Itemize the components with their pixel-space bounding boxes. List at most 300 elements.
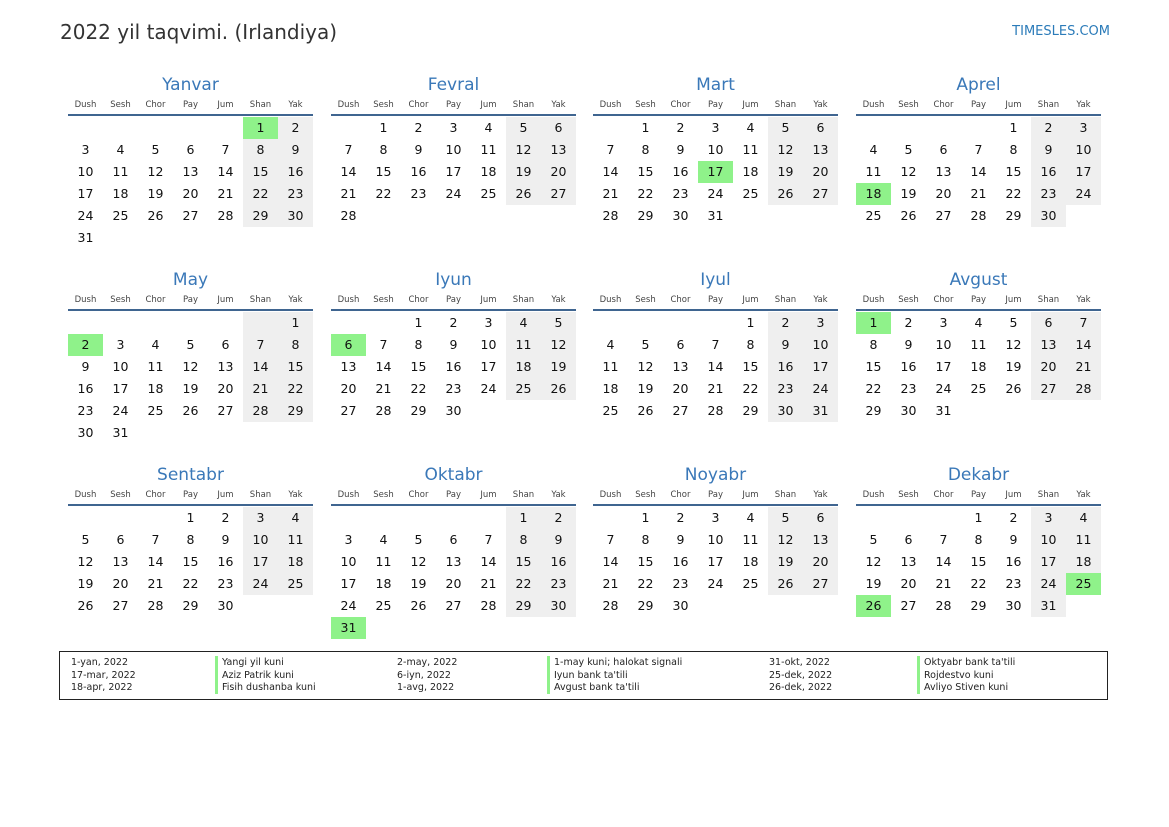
- day-cell[interactable]: 2: [768, 312, 803, 334]
- day-cell[interactable]: 17: [445, 164, 462, 179]
- day-cell[interactable]: 25: [480, 186, 497, 201]
- day-cell[interactable]: 21: [243, 378, 278, 400]
- day-cell[interactable]: 8: [641, 532, 650, 547]
- day-cell[interactable]: 20: [182, 186, 199, 201]
- day-cell[interactable]: 15: [637, 164, 654, 179]
- day-cell[interactable]: 27: [935, 208, 952, 223]
- day-cell[interactable]: 18: [147, 381, 164, 396]
- day-cell[interactable]: 15: [865, 359, 882, 374]
- day-cell[interactable]: 1: [278, 312, 313, 334]
- day-cell[interactable]: 22: [637, 186, 654, 201]
- day-cell[interactable]: 14: [602, 554, 619, 569]
- day-cell[interactable]: 17: [480, 359, 497, 374]
- day-cell[interactable]: 22: [182, 576, 199, 591]
- day-cell[interactable]: 26: [856, 595, 891, 617]
- day-cell[interactable]: 21: [340, 186, 357, 201]
- day-cell[interactable]: 5: [869, 532, 878, 547]
- day-cell[interactable]: 16: [672, 554, 689, 569]
- day-cell[interactable]: 26: [1005, 381, 1022, 396]
- day-cell[interactable]: 27: [182, 208, 199, 223]
- day-cell[interactable]: 3: [449, 120, 458, 135]
- day-cell[interactable]: 27: [672, 403, 689, 418]
- day-cell[interactable]: 9: [1009, 532, 1018, 547]
- day-cell[interactable]: 26: [147, 208, 164, 223]
- day-cell[interactable]: 17: [1066, 161, 1101, 183]
- day-cell[interactable]: 22: [410, 381, 427, 396]
- day-cell[interactable]: 12: [182, 359, 199, 374]
- day-cell[interactable]: 10: [77, 164, 94, 179]
- day-cell[interactable]: 5: [151, 142, 160, 157]
- day-cell[interactable]: 11: [112, 164, 129, 179]
- day-cell[interactable]: 12: [637, 359, 654, 374]
- day-cell[interactable]: 20: [217, 381, 234, 396]
- day-cell[interactable]: 29: [865, 403, 882, 418]
- day-cell[interactable]: 8: [278, 334, 313, 356]
- day-cell[interactable]: 9: [414, 142, 423, 157]
- day-cell[interactable]: 19: [506, 161, 541, 183]
- day-cell[interactable]: 30: [900, 403, 917, 418]
- day-cell[interactable]: 23: [768, 378, 803, 400]
- day-cell[interactable]: 23: [77, 403, 94, 418]
- day-cell[interactable]: 9: [221, 532, 230, 547]
- day-cell[interactable]: 10: [480, 337, 497, 352]
- day-cell[interactable]: 21: [217, 186, 234, 201]
- day-cell[interactable]: 24: [707, 186, 724, 201]
- day-cell[interactable]: 1: [186, 510, 195, 525]
- day-cell[interactable]: 29: [506, 595, 541, 617]
- day-cell[interactable]: 2: [904, 315, 913, 330]
- day-cell[interactable]: 4: [484, 120, 493, 135]
- day-cell[interactable]: 15: [970, 554, 987, 569]
- day-cell[interactable]: 10: [803, 334, 838, 356]
- day-cell[interactable]: 16: [77, 381, 94, 396]
- day-cell[interactable]: 10: [935, 337, 952, 352]
- day-cell[interactable]: 24: [243, 573, 278, 595]
- day-cell[interactable]: 4: [606, 337, 615, 352]
- day-cell[interactable]: 17: [803, 356, 838, 378]
- day-cell[interactable]: 18: [856, 183, 891, 205]
- day-cell[interactable]: 4: [116, 142, 125, 157]
- day-cell[interactable]: 26: [768, 573, 803, 595]
- day-cell[interactable]: 13: [541, 139, 576, 161]
- day-cell[interactable]: 13: [672, 359, 689, 374]
- day-cell[interactable]: 2: [1031, 117, 1066, 139]
- day-cell[interactable]: 3: [81, 142, 90, 157]
- day-cell[interactable]: 12: [768, 139, 803, 161]
- day-cell[interactable]: 4: [974, 315, 983, 330]
- day-cell[interactable]: 2: [676, 510, 685, 525]
- day-cell[interactable]: 25: [742, 186, 759, 201]
- day-cell[interactable]: 21: [375, 381, 392, 396]
- day-cell[interactable]: 29: [278, 400, 313, 422]
- day-cell[interactable]: 17: [935, 359, 952, 374]
- day-cell[interactable]: 8: [414, 337, 423, 352]
- day-cell[interactable]: 17: [77, 186, 94, 201]
- day-cell[interactable]: 8: [869, 337, 878, 352]
- day-cell[interactable]: 31: [707, 208, 724, 223]
- day-cell[interactable]: 8: [379, 142, 388, 157]
- day-cell[interactable]: 13: [803, 139, 838, 161]
- day-cell[interactable]: 1: [243, 117, 278, 139]
- day-cell[interactable]: 14: [243, 356, 278, 378]
- day-cell[interactable]: 13: [217, 359, 234, 374]
- day-cell[interactable]: 23: [1005, 576, 1022, 591]
- day-cell[interactable]: 24: [1066, 183, 1101, 205]
- day-cell[interactable]: 15: [278, 356, 313, 378]
- day-cell[interactable]: 1: [856, 312, 891, 334]
- day-cell[interactable]: 8: [746, 337, 755, 352]
- day-cell[interactable]: 28: [970, 208, 987, 223]
- day-cell[interactable]: 16: [278, 161, 313, 183]
- day-cell[interactable]: 16: [217, 554, 234, 569]
- day-cell[interactable]: 3: [1066, 117, 1101, 139]
- day-cell[interactable]: 29: [637, 208, 654, 223]
- day-cell[interactable]: 20: [541, 161, 576, 183]
- day-cell[interactable]: 2: [278, 117, 313, 139]
- day-cell[interactable]: 28: [375, 403, 392, 418]
- day-cell[interactable]: 6: [449, 532, 458, 547]
- day-cell[interactable]: 16: [1005, 554, 1022, 569]
- day-cell[interactable]: 18: [742, 554, 759, 569]
- day-cell[interactable]: 7: [221, 142, 230, 157]
- day-cell[interactable]: 22: [637, 576, 654, 591]
- day-cell[interactable]: 16: [410, 164, 427, 179]
- day-cell[interactable]: 18: [480, 164, 497, 179]
- day-cell[interactable]: 20: [935, 186, 952, 201]
- day-cell[interactable]: 12: [768, 529, 803, 551]
- day-cell[interactable]: 17: [340, 576, 357, 591]
- day-cell[interactable]: 4: [869, 142, 878, 157]
- day-cell[interactable]: 16: [1031, 161, 1066, 183]
- day-cell[interactable]: 9: [1031, 139, 1066, 161]
- day-cell[interactable]: 14: [935, 554, 952, 569]
- day-cell[interactable]: 11: [742, 532, 759, 547]
- day-cell[interactable]: 20: [900, 576, 917, 591]
- day-cell[interactable]: 7: [606, 532, 615, 547]
- day-cell[interactable]: 6: [331, 334, 366, 356]
- day-cell[interactable]: 13: [112, 554, 129, 569]
- day-cell[interactable]: 28: [1066, 378, 1101, 400]
- day-cell[interactable]: 5: [186, 337, 195, 352]
- day-cell[interactable]: 21: [707, 381, 724, 396]
- day-cell[interactable]: 15: [182, 554, 199, 569]
- day-cell[interactable]: 13: [182, 164, 199, 179]
- day-cell[interactable]: 21: [1066, 356, 1101, 378]
- day-cell[interactable]: 12: [410, 554, 427, 569]
- day-cell[interactable]: 24: [445, 186, 462, 201]
- day-cell[interactable]: 29: [1005, 208, 1022, 223]
- day-cell[interactable]: 5: [904, 142, 913, 157]
- day-cell[interactable]: 5: [414, 532, 423, 547]
- day-cell[interactable]: 8: [243, 139, 278, 161]
- day-cell[interactable]: 23: [217, 576, 234, 591]
- day-cell[interactable]: 23: [1031, 183, 1066, 205]
- day-cell[interactable]: 12: [865, 554, 882, 569]
- day-cell[interactable]: 7: [344, 142, 353, 157]
- day-cell[interactable]: 20: [112, 576, 129, 591]
- day-cell[interactable]: 1: [414, 315, 423, 330]
- day-cell[interactable]: 9: [449, 337, 458, 352]
- day-cell[interactable]: 23: [410, 186, 427, 201]
- day-cell[interactable]: 10: [1066, 139, 1101, 161]
- day-cell[interactable]: 28: [707, 403, 724, 418]
- day-cell[interactable]: 20: [445, 576, 462, 591]
- day-cell[interactable]: 18: [970, 359, 987, 374]
- day-cell[interactable]: 7: [974, 142, 983, 157]
- day-cell[interactable]: 27: [803, 183, 838, 205]
- day-cell[interactable]: 25: [1066, 573, 1101, 595]
- day-cell[interactable]: 3: [116, 337, 125, 352]
- day-cell[interactable]: 20: [672, 381, 689, 396]
- day-cell[interactable]: 30: [278, 205, 313, 227]
- day-cell[interactable]: 8: [641, 142, 650, 157]
- day-cell[interactable]: 25: [506, 378, 541, 400]
- day-cell[interactable]: 6: [116, 532, 125, 547]
- day-cell[interactable]: 16: [541, 551, 576, 573]
- day-cell[interactable]: 23: [900, 381, 917, 396]
- day-cell[interactable]: 7: [711, 337, 720, 352]
- day-cell[interactable]: 5: [768, 507, 803, 529]
- day-cell[interactable]: 3: [711, 510, 720, 525]
- day-cell[interactable]: 17: [112, 381, 129, 396]
- day-cell[interactable]: 18: [112, 186, 129, 201]
- day-cell[interactable]: 30: [445, 403, 462, 418]
- day-cell[interactable]: 31: [77, 230, 94, 245]
- day-cell[interactable]: 18: [506, 356, 541, 378]
- day-cell[interactable]: 25: [602, 403, 619, 418]
- day-cell[interactable]: 26: [900, 208, 917, 223]
- day-cell[interactable]: 22: [278, 378, 313, 400]
- day-cell[interactable]: 5: [506, 117, 541, 139]
- day-cell[interactable]: 25: [147, 403, 164, 418]
- day-cell[interactable]: 24: [340, 598, 357, 613]
- day-cell[interactable]: 30: [672, 208, 689, 223]
- day-cell[interactable]: 24: [935, 381, 952, 396]
- day-cell[interactable]: 15: [243, 161, 278, 183]
- day-cell[interactable]: 28: [480, 598, 497, 613]
- day-cell[interactable]: 27: [541, 183, 576, 205]
- day-cell[interactable]: 17: [698, 161, 733, 183]
- day-cell[interactable]: 14: [375, 359, 392, 374]
- day-cell[interactable]: 25: [112, 208, 129, 223]
- day-cell[interactable]: 22: [742, 381, 759, 396]
- day-cell[interactable]: 11: [506, 334, 541, 356]
- day-cell[interactable]: 26: [637, 403, 654, 418]
- day-cell[interactable]: 19: [637, 381, 654, 396]
- day-cell[interactable]: 22: [243, 183, 278, 205]
- day-cell[interactable]: 12: [541, 334, 576, 356]
- day-cell[interactable]: 31: [112, 425, 129, 440]
- day-cell[interactable]: 6: [541, 117, 576, 139]
- day-cell[interactable]: 7: [939, 532, 948, 547]
- day-cell[interactable]: 4: [379, 532, 388, 547]
- day-cell[interactable]: 9: [904, 337, 913, 352]
- day-cell[interactable]: 11: [480, 142, 497, 157]
- day-cell[interactable]: 4: [151, 337, 160, 352]
- day-cell[interactable]: 8: [1009, 142, 1018, 157]
- day-cell[interactable]: 21: [147, 576, 164, 591]
- day-cell[interactable]: 24: [112, 403, 129, 418]
- day-cell[interactable]: 31: [331, 617, 366, 639]
- day-cell[interactable]: 9: [81, 359, 90, 374]
- day-cell[interactable]: 11: [278, 529, 313, 551]
- day-cell[interactable]: 13: [935, 164, 952, 179]
- day-cell[interactable]: 6: [939, 142, 948, 157]
- day-cell[interactable]: 7: [1066, 312, 1101, 334]
- day-cell[interactable]: 16: [900, 359, 917, 374]
- day-cell[interactable]: 10: [707, 142, 724, 157]
- day-cell[interactable]: 5: [1009, 315, 1018, 330]
- day-cell[interactable]: 15: [637, 554, 654, 569]
- day-cell[interactable]: 29: [637, 598, 654, 613]
- day-cell[interactable]: 16: [445, 359, 462, 374]
- day-cell[interactable]: 28: [340, 208, 357, 223]
- day-cell[interactable]: 25: [742, 576, 759, 591]
- day-cell[interactable]: 4: [506, 312, 541, 334]
- day-cell[interactable]: 18: [602, 381, 619, 396]
- day-cell[interactable]: 21: [602, 186, 619, 201]
- day-cell[interactable]: 14: [217, 164, 234, 179]
- day-cell[interactable]: 31: [1031, 595, 1066, 617]
- day-cell[interactable]: 6: [803, 507, 838, 529]
- day-cell[interactable]: 4: [746, 120, 755, 135]
- day-cell[interactable]: 18: [278, 551, 313, 573]
- day-cell[interactable]: 9: [278, 139, 313, 161]
- day-cell[interactable]: 19: [768, 551, 803, 573]
- day-cell[interactable]: 24: [480, 381, 497, 396]
- day-cell[interactable]: 24: [803, 378, 838, 400]
- day-cell[interactable]: 13: [900, 554, 917, 569]
- day-cell[interactable]: 17: [243, 551, 278, 573]
- day-cell[interactable]: 2: [414, 120, 423, 135]
- day-cell[interactable]: 18: [375, 576, 392, 591]
- day-cell[interactable]: 11: [1066, 529, 1101, 551]
- day-cell[interactable]: 30: [768, 400, 803, 422]
- day-cell[interactable]: 27: [217, 403, 234, 418]
- day-cell[interactable]: 27: [112, 598, 129, 613]
- day-cell[interactable]: 9: [676, 532, 685, 547]
- day-cell[interactable]: 21: [480, 576, 497, 591]
- day-cell[interactable]: 19: [900, 186, 917, 201]
- day-cell[interactable]: 3: [484, 315, 493, 330]
- day-cell[interactable]: 2: [221, 510, 230, 525]
- day-cell[interactable]: 7: [606, 142, 615, 157]
- day-cell[interactable]: 20: [340, 381, 357, 396]
- day-cell[interactable]: 10: [445, 142, 462, 157]
- day-cell[interactable]: 5: [541, 312, 576, 334]
- day-cell[interactable]: 28: [602, 208, 619, 223]
- day-cell[interactable]: 30: [1031, 205, 1066, 227]
- day-cell[interactable]: 15: [742, 359, 759, 374]
- day-cell[interactable]: 22: [1005, 186, 1022, 201]
- day-cell[interactable]: 12: [77, 554, 94, 569]
- day-cell[interactable]: 16: [768, 356, 803, 378]
- day-cell[interactable]: 1: [506, 507, 541, 529]
- day-cell[interactable]: 15: [506, 551, 541, 573]
- day-cell[interactable]: 24: [1031, 573, 1066, 595]
- day-cell[interactable]: 19: [77, 576, 94, 591]
- day-cell[interactable]: 23: [672, 576, 689, 591]
- day-cell[interactable]: 14: [707, 359, 724, 374]
- day-cell[interactable]: 17: [707, 554, 724, 569]
- day-cell[interactable]: 1: [1009, 120, 1018, 135]
- day-cell[interactable]: 23: [672, 186, 689, 201]
- day-cell[interactable]: 23: [541, 573, 576, 595]
- day-cell[interactable]: 6: [186, 142, 195, 157]
- day-cell[interactable]: 30: [77, 425, 94, 440]
- day-cell[interactable]: 27: [803, 573, 838, 595]
- day-cell[interactable]: 14: [970, 164, 987, 179]
- day-cell[interactable]: 4: [746, 510, 755, 525]
- day-cell[interactable]: 3: [803, 312, 838, 334]
- day-cell[interactable]: 11: [970, 337, 987, 352]
- day-cell[interactable]: 30: [672, 598, 689, 613]
- day-cell[interactable]: 3: [711, 120, 720, 135]
- day-cell[interactable]: 15: [1005, 164, 1022, 179]
- day-cell[interactable]: 30: [1005, 598, 1022, 613]
- day-cell[interactable]: 13: [445, 554, 462, 569]
- day-cell[interactable]: 19: [410, 576, 427, 591]
- day-cell[interactable]: 1: [641, 120, 650, 135]
- day-cell[interactable]: 5: [768, 117, 803, 139]
- day-cell[interactable]: 27: [900, 598, 917, 613]
- day-cell[interactable]: 8: [186, 532, 195, 547]
- day-cell[interactable]: 14: [602, 164, 619, 179]
- day-cell[interactable]: 13: [340, 359, 357, 374]
- day-cell[interactable]: 23: [445, 381, 462, 396]
- day-cell[interactable]: 2: [1009, 510, 1018, 525]
- day-cell[interactable]: 21: [935, 576, 952, 591]
- day-cell[interactable]: 14: [480, 554, 497, 569]
- day-cell[interactable]: 20: [1031, 356, 1066, 378]
- day-cell[interactable]: 2: [68, 334, 103, 356]
- day-cell[interactable]: 11: [602, 359, 619, 374]
- day-cell[interactable]: 22: [970, 576, 987, 591]
- day-cell[interactable]: 8: [506, 529, 541, 551]
- day-cell[interactable]: 29: [970, 598, 987, 613]
- day-cell[interactable]: 25: [865, 208, 882, 223]
- day-cell[interactable]: 29: [243, 205, 278, 227]
- day-cell[interactable]: 11: [375, 554, 392, 569]
- day-cell[interactable]: 28: [243, 400, 278, 422]
- day-cell[interactable]: 19: [865, 576, 882, 591]
- day-cell[interactable]: 1: [641, 510, 650, 525]
- day-cell[interactable]: 19: [541, 356, 576, 378]
- day-cell[interactable]: 14: [1066, 334, 1101, 356]
- day-cell[interactable]: 18: [742, 164, 759, 179]
- day-cell[interactable]: 14: [340, 164, 357, 179]
- day-cell[interactable]: 26: [506, 183, 541, 205]
- day-cell[interactable]: 4: [1066, 507, 1101, 529]
- day-cell[interactable]: 12: [900, 164, 917, 179]
- day-cell[interactable]: 15: [410, 359, 427, 374]
- day-cell[interactable]: 6: [676, 337, 685, 352]
- day-cell[interactable]: 7: [379, 337, 388, 352]
- day-cell[interactable]: 6: [1031, 312, 1066, 334]
- day-cell[interactable]: 15: [375, 164, 392, 179]
- day-cell[interactable]: 11: [742, 142, 759, 157]
- day-cell[interactable]: 11: [147, 359, 164, 374]
- day-cell[interactable]: 28: [602, 598, 619, 613]
- day-cell[interactable]: 22: [506, 573, 541, 595]
- day-cell[interactable]: 6: [904, 532, 913, 547]
- day-cell[interactable]: 31: [935, 403, 952, 418]
- day-cell[interactable]: 20: [803, 551, 838, 573]
- brand-link[interactable]: TIMESLES.COM: [1012, 24, 1110, 39]
- day-cell[interactable]: 6: [221, 337, 230, 352]
- day-cell[interactable]: 10: [112, 359, 129, 374]
- day-cell[interactable]: 12: [147, 164, 164, 179]
